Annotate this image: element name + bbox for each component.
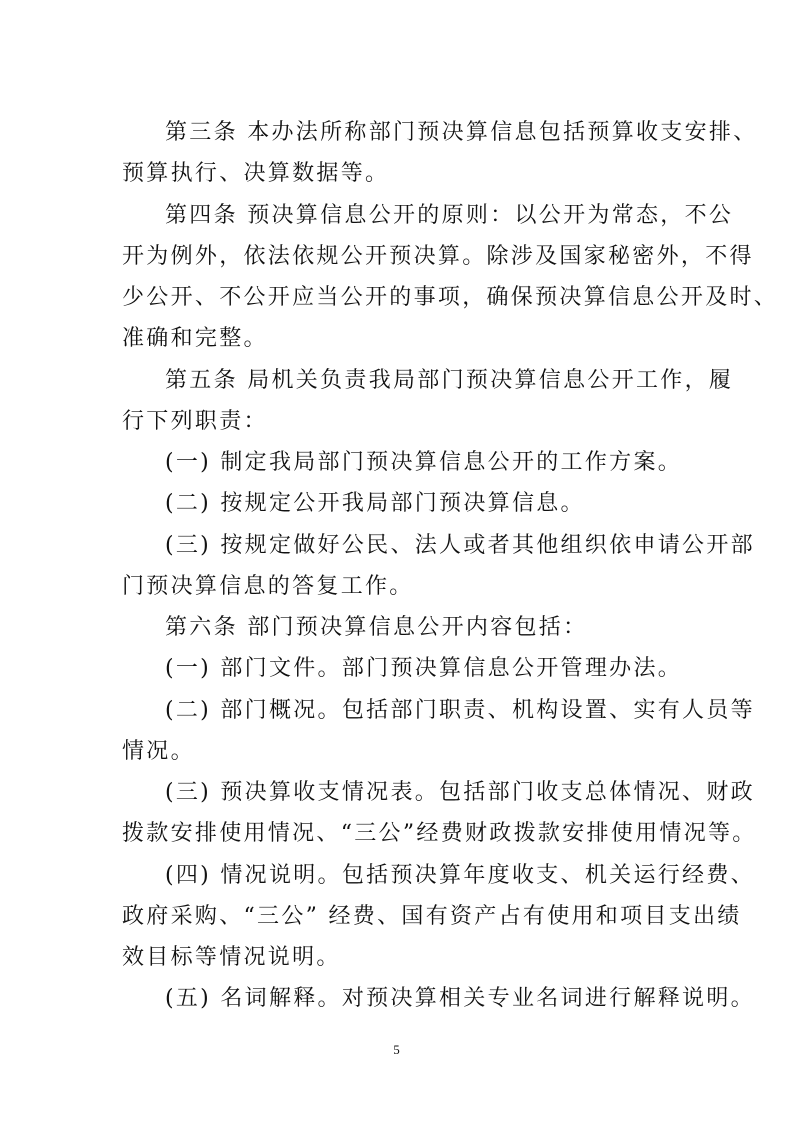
article-5-item-3-line-1: (三) 按规定做好公民、法人或者其他组织依申请公开部 [165, 533, 755, 558]
article-6-item-1: (一) 部门文件。部门预决算信息公开管理办法。 [165, 656, 683, 681]
article-5-item-3-line-2: 门预决算信息的答复工作。 [122, 574, 414, 599]
article-4-line-4: 准确和完整。 [122, 326, 268, 351]
article-6-item-4-line-2: 政府采购、“三公” 经费、国有资产占有使用和项目支出绩 [122, 904, 742, 929]
article-3-line-2: 预算执行、决算数据等。 [122, 161, 390, 186]
article-5-line-1: 第五条 局机关负责我局部门预决算信息公开工作，履 [165, 368, 734, 393]
article-6-item-3-line-1: (三) 预决算收支情况表。包括部门收支总体情况、财政 [165, 780, 755, 805]
article-6-item-5: (五) 名词解释。对预决算相关专业名词进行解释说明。 [165, 986, 755, 1011]
article-3-line-1: 第三条 本办法所称部门预决算信息包括预算收支安排、 [165, 120, 758, 145]
page-number: 5 [393, 1042, 400, 1057]
article-5-line-2: 行下列职责： [122, 409, 268, 434]
article-5-item-1: (一) 制定我局部门预决算信息公开的工作方案。 [165, 450, 683, 475]
article-4-line-2: 开为例外，依法依规公开预决算。除涉及国家秘密外，不得 [122, 244, 754, 269]
article-5-item-2: (二) 按规定公开我局部门预决算信息。 [165, 491, 585, 516]
article-6-item-2-line-1: (二) 部门概况。包括部门职责、机构设置、实有人员等 [165, 698, 755, 723]
article-6-item-2-line-2: 情况。 [122, 739, 195, 764]
article-6-line-1: 第六条 部门预决算信息公开内容包括： [165, 615, 588, 640]
article-4-line-3: 少公开、不公开应当公开的事项，确保预决算信息公开及时、 [122, 285, 779, 310]
article-6-item-4-line-3: 效目标等情况说明。 [122, 945, 341, 970]
article-6-item-4-line-1: (四) 情况说明。包括预决算年度收支、机关运行经费、 [165, 863, 755, 888]
article-4-line-1: 第四条 预决算信息公开的原则：以公开为常态，不公 [165, 203, 734, 228]
article-6-item-3-line-2: 拨款安排使用情况、“三公”经费财政拨款安排使用情况等。 [122, 821, 757, 846]
